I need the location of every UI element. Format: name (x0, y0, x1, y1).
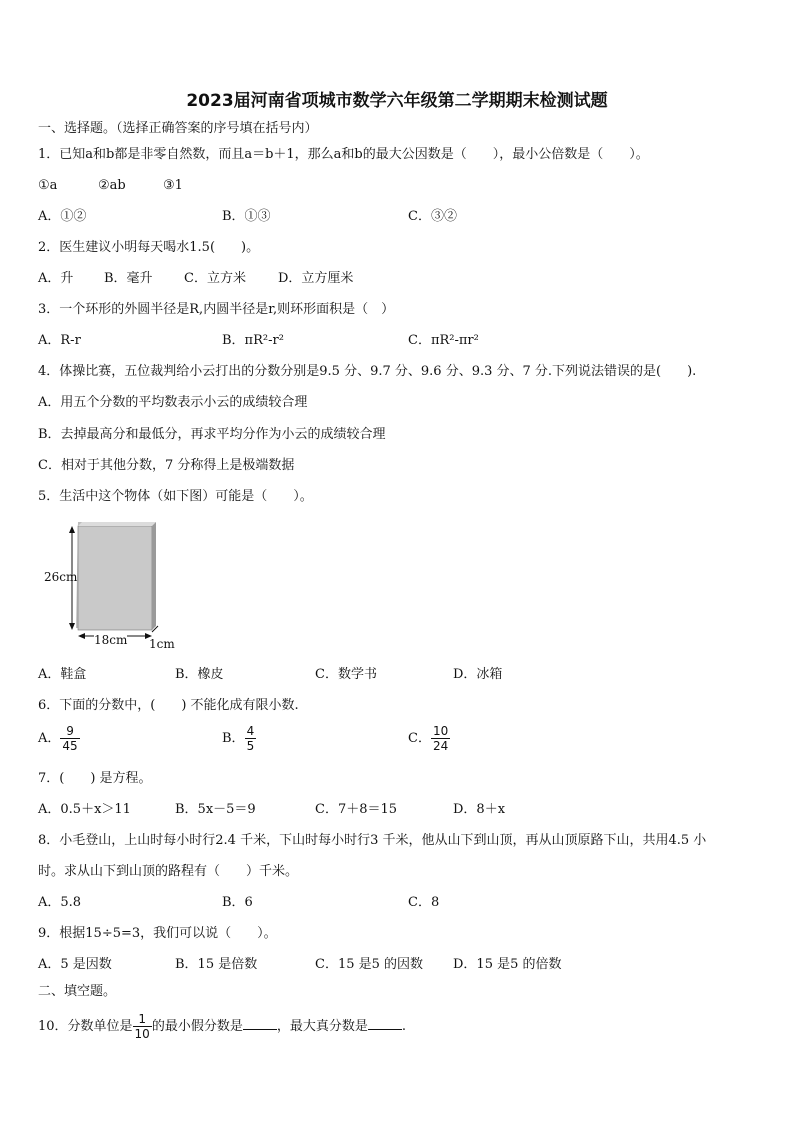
question-8-stem-line-2: 时。求从山下到山顶的路程有（ ）千米。 (38, 864, 299, 879)
question-2-option-d[interactable]: D．立方厘米 (278, 271, 354, 286)
section-heading-choice: 一、选择题。（选择正确答案的序号填在括号内） (38, 121, 318, 136)
question-1-option-c[interactable]: C．③② (408, 209, 457, 224)
question-6-stem: 6．下面的分数中，( ) 不能化成有限小数. (38, 698, 299, 713)
question-5-option-b[interactable]: B．橡皮 (175, 667, 224, 682)
question-6-option-c[interactable] (408, 724, 450, 753)
question-10-mid2: ，最大真分数是 (276, 1019, 368, 1034)
option-label: A． (38, 731, 61, 746)
fraction (60, 724, 79, 753)
question-4-option-b[interactable]: B．去掉最高分和最低分，再求平均分作为小云的成绩较合理 (38, 427, 386, 442)
denominator: 45 (62, 739, 78, 753)
book-front-face (78, 526, 152, 630)
book-top-face (78, 522, 156, 526)
width-label: 18cm (94, 633, 128, 647)
denominator: 10 (134, 1027, 150, 1041)
question-2-option-c[interactable]: C．立方米 (184, 271, 246, 286)
book-figure (38, 518, 188, 658)
question-3-option-c[interactable]: C．πR²-πr² (408, 333, 479, 348)
section-heading-fill: 二、填空题。 (38, 984, 117, 999)
numerator: 10 (432, 724, 449, 738)
question-5-stem: 5．生活中这个物体（如下图）可能是（ ）。 (38, 489, 313, 504)
fraction (245, 724, 257, 753)
question-9-option-a[interactable]: A．5 是因数 (38, 957, 112, 972)
question-7-option-a[interactable]: A．0.5＋x＞11 (38, 802, 131, 817)
question-8-option-c[interactable]: C．8 (408, 895, 440, 910)
question-1-stem: 1．已知a和b都是非零自然数，而且a＝b＋1，那么a和b的最大公因数是（ ），最小公倍数是（ ）。 (38, 147, 649, 162)
question-10-prefix: 10．分数单位是 (38, 1019, 133, 1034)
question-5-option-d[interactable]: D．冰箱 (453, 667, 503, 682)
question-10-end: . (401, 1019, 406, 1034)
question-9-option-b[interactable]: B．15 是倍数 (175, 957, 258, 972)
question-9-option-d[interactable]: D．15 是5 的倍数 (453, 957, 562, 972)
numerator: 4 (246, 724, 255, 738)
question-1-option-a[interactable]: A．①② (38, 209, 87, 224)
question-1-choice-3: ③1 (163, 178, 183, 193)
question-9-stem: 9．根据15÷5=3，我们可以说（ ）。 (38, 926, 277, 941)
height-arrow-top (69, 526, 75, 533)
question-1-option-b[interactable]: B．①③ (222, 209, 271, 224)
question-5-option-a[interactable]: A．鞋盒 (38, 667, 87, 682)
denominator: 5 (246, 739, 255, 753)
question-8-option-b[interactable]: B．6 (222, 895, 253, 910)
numerator: 9 (66, 724, 74, 738)
question-4-option-a[interactable]: A．用五个分数的平均数表示小云的成绩较合理 (38, 395, 308, 410)
question-2-option-a[interactable]: A．升 (38, 271, 74, 286)
question-4-stem: 4．体操比赛，五位裁判给小云打出的分数分别是9.5 分、9.7 分、9.6 分、9.3 分、7 分.下列说法错误的是( ). (38, 364, 697, 379)
fraction (133, 1012, 152, 1041)
question-1-choice-2: ②ab (98, 178, 126, 193)
question-10-mid: 的最小假分数是 (151, 1019, 243, 1034)
option-label: C． (408, 731, 431, 746)
page-title: 2023届河南省项城市数学六年级第二学期期末检测试题 (186, 91, 608, 111)
question-6-option-b[interactable] (222, 724, 256, 753)
question-7-option-c[interactable]: C．7＋8＝15 (315, 802, 398, 817)
question-6-option-a[interactable] (38, 724, 80, 753)
question-2-stem: 2．医生建议小明每天喝水1.5( )。 (38, 240, 260, 255)
width-arrow-left (78, 633, 85, 639)
denominator: 24 (432, 739, 449, 753)
question-1-choice-1: ①a (38, 178, 58, 193)
question-8-stem-line-1: 8．小毛登山，上山时每小时行2.4 千米，下山时每小时行3 千米，他从山下到山顶，再从山顶原路下山，共用4.5 小 (38, 833, 707, 848)
fraction (431, 724, 450, 753)
question-4-option-c[interactable]: C．相对于其他分数，7 分称得上是极端数据 (38, 458, 295, 473)
question-7-stem: 7．( ) 是方程。 (38, 771, 152, 786)
answer-blank-2[interactable] (368, 1017, 402, 1030)
question-5-option-c[interactable]: C．数学书 (315, 667, 377, 682)
question-10-stem (38, 1012, 406, 1041)
answer-blank-1[interactable] (243, 1017, 277, 1030)
question-2-option-b[interactable]: B．毫升 (104, 271, 153, 286)
question-8-option-a[interactable]: A．5.8 (38, 895, 82, 910)
option-label: B． (222, 731, 245, 746)
height-label: 26cm (44, 570, 78, 584)
numerator: 1 (138, 1012, 146, 1026)
question-3-option-a[interactable]: A．R-r (38, 333, 81, 348)
depth-label: 1cm (149, 637, 175, 651)
question-3-option-b[interactable]: B．πR²-r² (222, 333, 284, 348)
book-side-face (152, 522, 156, 630)
question-7-option-b[interactable]: B．5x－5＝9 (175, 802, 256, 817)
question-7-option-d[interactable]: D．8＋x (453, 802, 506, 817)
height-arrow-bottom (69, 623, 75, 630)
question-9-option-c[interactable]: C．15 是5 的因数 (315, 957, 424, 972)
question-3-stem: 3．一个环形的外圆半径是R,内圆半径是r,则环形面积是（ ） (38, 302, 395, 317)
